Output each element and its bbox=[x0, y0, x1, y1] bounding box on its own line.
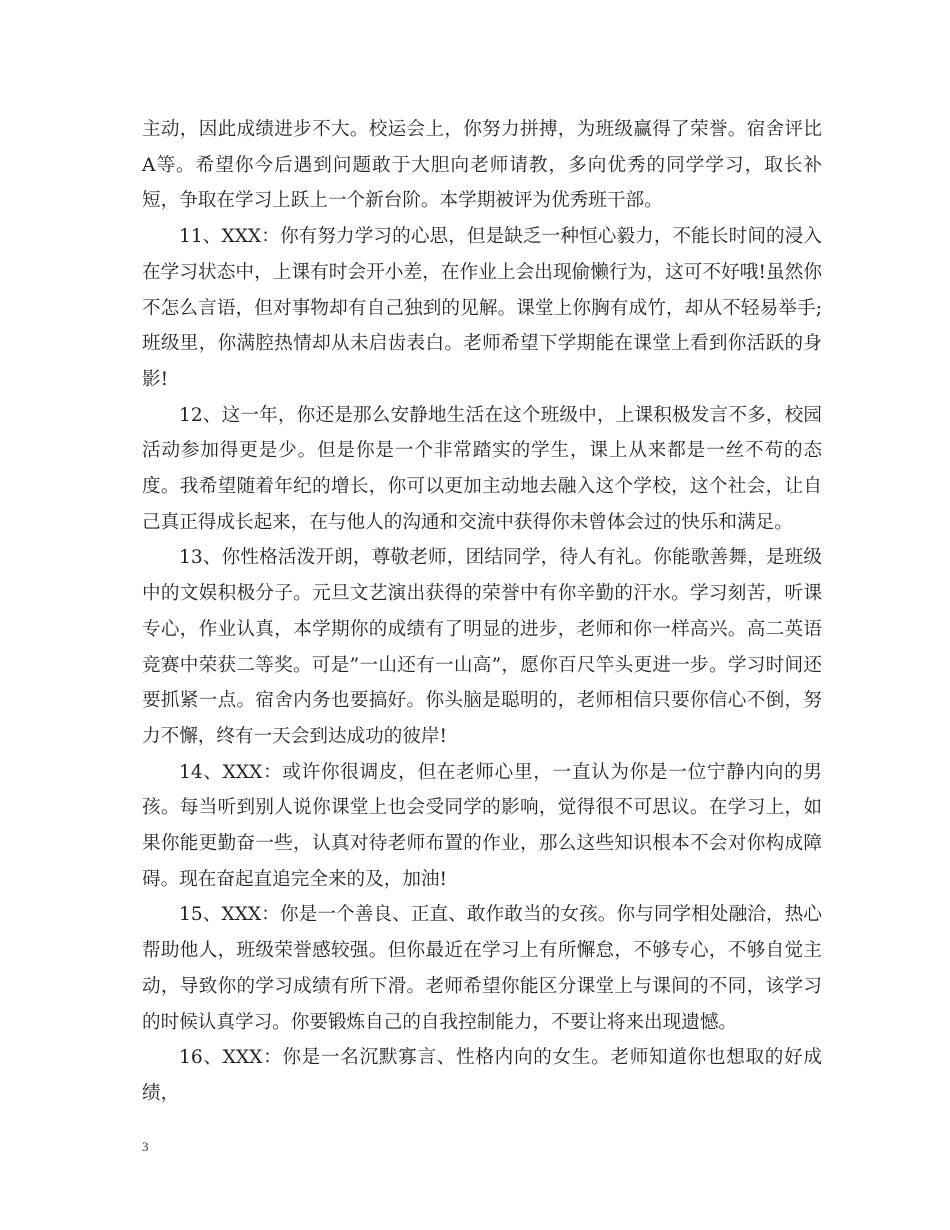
paragraph-comment-13: 13、你性格活泼开朗，尊敬老师，团结同学，待人有礼。你能歌善舞，是班级中的文娱积极分子。元旦文艺演出获得的荣誉中有你辛勤的汗水。学习刻苦，听课专心，作业认真，本学期你的成绩有了明显的进步，老师和你一样高兴。高二英语竞赛中荣获二等奖。可是”一山还有一山高”，愿你百尺竿头更进一步。学习时间还要抓紧一点。宿舍内务也要搞好。你头脑是聪明的，老师相信只要你信心不倒，努力不懈，终有一天会到达成功的彼岸! bbox=[142, 547, 822, 747]
paragraph-comment-15: 15、XXX：你是一个善良、正直、敢作敢当的女孩。你与同学相处融洽，热心帮助他人，班级荣誉感较强。但你最近在学习上有所懈怠，不够专心，不够自觉主动，导致你的学习成绩有所下滑。老师希望你能区分课堂上与课间的不同，该学习的时候认真学习。你要锻炼自己的自我控制能力，不要让将来出现遗憾。 bbox=[142, 904, 822, 1033]
page-number: 3 bbox=[142, 1139, 149, 1154]
document-body bbox=[142, 112, 822, 1112]
paragraph-continuation: 主动，因此成绩进步不大。校运会上，你努力拼搏，为班级赢得了荣誉。宿舍评比A等。希望你今后遇到问题敢于大胆向老师请教，多向优秀的同学学习，取长补短，争取在学习上跃上一个新台阶。本学期被评为优秀班干部。 bbox=[142, 119, 822, 212]
paragraph-comment-14: 14、XXX：或许你很调皮，但在老师心里，一直认为你是一位宁静内向的男孩。每当听到别人说你课堂上也会受同学的影响，觉得很不可思议。在学习上，如果你能更勤奋一些，认真对待老师布置的作业，那么这些知识根本不会对你构成障碍。现在奋起直追完全来的及，加油! bbox=[142, 761, 822, 890]
paragraph-comment-12: 12、这一年，你还是那么安静地生活在这个班级中，上课积极发言不多，校园活动参加得更是少。但是你是一个非常踏实的学生，课上从来都是一丝不苟的态度。我希望随着年纪的增长，你可以更加主动地去融入这个学校，这个社会，让自己真正得成长起来，在与他人的沟通和交流中获得你未曾体会过的快乐和满足。 bbox=[142, 404, 822, 533]
paragraph-comment-11: 11、XXX：你有努力学习的心思，但是缺乏一种恒心毅力，不能长时间的浸入在学习状态中，上课有时会开小差，在作业上会出现偷懒行为，这可不好哦!虽然你不怎么言语，但对事物却有自己独到的见解。课堂上你胸有成竹，却从不轻易举手;班级里，你满腔热情却从未启齿表白。老师希望下学期能在课堂上看到你活跃的身影! bbox=[142, 226, 822, 390]
paragraph-comment-16: 16、XXX：你是一名沉默寡言、性格内向的女生。老师知道你也想取的好成绩， bbox=[142, 1047, 822, 1104]
